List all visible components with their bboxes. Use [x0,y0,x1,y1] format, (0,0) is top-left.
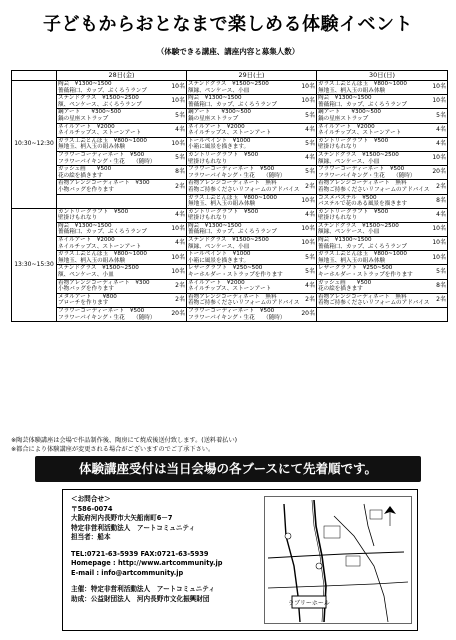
course-detail: ネイルチップス、ストーンアート [318,130,402,137]
course-capacity: 10名 [432,97,446,105]
course-cell [57,237,187,251]
reception-banner: 体験講座受付は当日会場の各ブースにて先着順です。 [35,456,421,482]
course-cell [187,180,317,194]
contact-tel-fax: TEL:0721-63-5939 FAX:0721-63-5939 [71,549,209,558]
course-capacity: 2名 [305,182,315,190]
course-cell [57,180,187,194]
course-capacity: 8名 [436,281,446,289]
course-cell [317,265,448,279]
course-name: フラワーコーディーネート ¥500 [58,151,145,158]
course-name: 陶芸 ¥1300~1500 [318,237,372,244]
course-cell [187,194,317,208]
course-detail: フラワーパイキング・生花 （随時） [188,172,286,179]
course-capacity: 4名 [436,140,446,148]
course-cell [317,151,448,165]
contact-postal: 〒586-0074 [71,504,113,513]
course-detail: キーホルダー・ストラップを作ります [318,272,413,279]
course-name: メタルアート ¥800 [58,293,117,300]
course-detail: 無地玉、柄入玉の組み体験 [58,144,126,151]
schedule-row [12,95,448,109]
course-cell [57,81,187,95]
course-name: 鋼アート ¥300~500 [318,109,381,116]
session-time: 10:30~12:30 [12,81,57,209]
course-cell [317,222,448,236]
course-name: フラワーコーディーネート ¥500 [188,166,275,173]
schedule-row [12,194,448,208]
course-capacity: 20名 [301,310,315,318]
course-detail: 壁掛けもれなり [318,215,358,222]
contact-heading: ＜お問合せ＞ [71,495,111,503]
course-detail: 小箱に風景を描きます。 [188,144,250,151]
course-capacity: 5名 [305,168,315,176]
course-name: カントリークラフト ¥500 [188,151,259,158]
course-capacity: 10名 [301,83,315,91]
contact-host: 主催：特定非営利活動法人 アートコミュニティ [71,585,215,593]
course-detail: 壁掛けもれなり [188,215,228,222]
map-venue-label: ラブリーホール [288,600,330,607]
course-detail: 薔薇箱口、カップ、ぶくろうランプ [58,87,147,94]
course-name: 陶芸 ¥1300~1500 [318,95,372,102]
page-subtitle: （体験できる講座、講座内容と募集人数） [156,47,300,56]
course-name: コスメパステル ¥500 [318,194,377,201]
course-name: ガッシュ画 ¥500 [58,166,112,173]
course-capacity: 10名 [301,225,315,233]
course-name: 着物アレンジコーディネート 無料 [188,293,277,300]
course-cell [187,137,317,151]
course-capacity: 10名 [171,97,185,105]
course-name: ガラス工芸とんぼ玉 ¥800~1000 [58,251,147,258]
course-capacity: 2名 [436,182,446,190]
course-cell [57,265,187,279]
course-name: ネイルアート ¥2000 [58,123,115,130]
course-capacity: 10名 [171,225,185,233]
course-name: 陶芸 ¥1300~1500 [58,222,112,229]
contact-email[interactable]: E-mail : info@artcommunity.jp [71,568,184,577]
course-capacity: 10名 [432,154,446,162]
course-cell [187,237,317,251]
contact-address: 大阪府河内長野市大矢船南町6－7 [71,514,173,522]
course-name: カントリークラフト ¥500 [58,208,129,215]
course-capacity: 4名 [175,239,185,247]
course-name: 陶芸 ¥1300~1500 [188,95,242,102]
course-capacity: 5名 [305,253,315,261]
course-cell [57,251,187,265]
course-detail: 額縁、ペンケース、小皿 [318,158,380,165]
course-detail: パステルで花のある風景を描きます [318,201,408,208]
course-name: ステンドグラス ¥1500~2500 [318,151,399,158]
course-cell [57,279,187,293]
course-capacity: 5名 [305,140,315,148]
schedule-row [12,222,448,236]
course-name: カントリークラフト ¥500 [318,208,389,215]
course-cell [57,95,187,109]
course-name: ネイルアート ¥2000 [188,279,245,286]
course-capacity: 4名 [305,281,315,289]
course-cell [317,109,448,123]
course-name: レザークラフト ¥250~500 [188,265,263,272]
course-name: ステンドグラス ¥1500~2500 [318,222,399,229]
schedule-row [12,166,448,180]
course-capacity: 2名 [175,296,185,304]
course-cell [317,194,448,208]
course-name: ガラス工芸とんぼ玉 ¥800~1000 [318,81,407,87]
course-capacity: 5名 [305,267,315,275]
time-header [12,71,57,81]
course-cell [317,293,448,307]
course-cell [187,166,317,180]
course-cell [187,279,317,293]
course-name: ステンドグラス ¥1500~2500 [188,237,269,244]
course-capacity: 4名 [436,210,446,218]
course-detail: 花の絵を描きます [58,172,103,179]
course-detail: フラワーパイキング・生花 （随時） [58,158,156,165]
course-capacity: 4名 [175,210,185,218]
schedule-row [12,237,448,251]
course-detail: 小箱に風景を描きます。 [188,257,250,264]
note-line: ※都合により体験講座が変更される場合がございますのでご了承下さい。 [11,446,215,453]
course-capacity: 4名 [305,125,315,133]
course-capacity: 4名 [436,125,446,133]
course-cell [187,293,317,307]
contact-org: 特定非営利活動法人 アートコミュニティ [71,523,196,532]
course-capacity: 2名 [175,281,185,289]
schedule-row [12,151,448,165]
course-cell [317,137,448,151]
course-cell [57,194,187,208]
course-capacity: 5名 [436,267,446,275]
course-detail: 無地玉、柄入玉の組み体験 [318,257,386,264]
course-detail: 薔薇箱口、カップ、ぶくろうランプ [318,243,407,250]
course-name: ネイルアート ¥2000 [58,237,115,244]
course-cell [57,109,187,123]
course-capacity: 2名 [175,182,185,190]
schedule-table [11,70,448,322]
course-cell [57,208,187,222]
course-capacity: 10名 [432,239,446,247]
course-detail: 壁掛けもれなり [58,215,98,222]
contact-box [62,489,418,631]
course-detail: 薔薇箱口、カップ、ぶくろうランプ [318,101,407,108]
course-cell [317,251,448,265]
course-detail: 着物ご持参くださいリフォームのアドバイス [318,300,430,307]
course-detail: フラワーパイキング・生花 （随時） [318,172,416,179]
contact-person: 担当者：船本 [71,533,111,541]
course-detail: ブローチを作ります [58,300,109,307]
course-detail: 額縁、ペンケース、小皿 [318,229,380,236]
course-cell [187,265,317,279]
course-name: 着物アレンジコーディネート 無料 [188,180,277,187]
course-cell [57,151,187,165]
schedule-row [12,109,448,123]
course-cell [187,222,317,236]
course-detail: 鍋の星座ストラップ [58,115,109,122]
course-detail: 鍋の星座ストラップ [188,115,239,122]
course-name: 鋼アート ¥300~500 [188,109,251,116]
course-cell [187,123,317,137]
course-name: ステンドグラス ¥1500~2500 [188,81,269,87]
course-capacity: 10名 [171,267,185,275]
course-detail: 着物ご持参くださいリフォームのアドバイス [318,186,430,193]
course-capacity: 4名 [305,154,315,162]
course-name: 陶芸 ¥1300~1500 [188,222,242,229]
course-name: トールペイント ¥1000 [188,137,251,144]
course-detail: 壁掛けもれなり [318,144,358,151]
course-capacity: 20名 [432,168,446,176]
page-title: 子どもからおとなまで楽しめる体験イベント [43,14,413,35]
course-cell [317,208,448,222]
course-detail: 着物ご持参くださいリフォームのアドバイス [188,300,300,307]
course-capacity: 10名 [171,253,185,261]
course-name: カントリークラフト ¥500 [188,208,259,215]
course-name: 着物アレンジコーディネート 無料 [318,180,407,187]
schedule-header-row [12,71,448,81]
course-name: レザークラフト ¥250~500 [318,265,393,272]
course-cell [317,237,448,251]
course-cell [57,293,187,307]
course-name: ネイルアート ¥2000 [318,123,375,130]
note-line: ※陶芸体験講座は会場で作品制作後、陶房にて焼成後送付致します。(送料着払い) [11,437,238,444]
course-capacity: 5名 [305,111,315,119]
schedule-row [12,81,448,95]
course-detail: 花の絵を描きます [318,286,363,293]
contact-support: 助成：公益財団法人 河内長野市文化振興財団 [71,594,210,603]
course-detail: キーホルダー・ストラップを作ります [188,272,283,279]
course-detail: フラワーパイキング・生花 （随時） [58,314,156,321]
course-capacity: 5名 [175,111,185,119]
course-detail: 額、ペンケース、ぶくろうランプ [58,101,142,108]
course-capacity: 8名 [436,196,446,204]
course-name: ガラス工芸とんぼ玉 ¥800~1000 [58,137,147,144]
course-capacity: 10名 [171,140,185,148]
course-detail: 無地玉、柄入玉の組み体験 [58,257,126,264]
course-cell [57,222,187,236]
session-time: 13:30~15:30 [12,208,57,322]
course-detail: 額縁、ペンケース、小皿 [188,87,250,94]
course-cell [57,137,187,151]
schedule-row [12,293,448,307]
contact-homepage[interactable]: Homepage : http://www.artcommunity.jp [71,559,223,567]
access-map [264,496,412,624]
map-drawing [264,496,412,624]
course-detail: 小物バッグを作ります [58,286,114,293]
course-name: 着物アレンジコーディネート 無料 [318,293,407,300]
notes [11,436,237,454]
course-capacity: 10名 [301,239,315,247]
course-cell [317,81,448,95]
contact-text [71,495,223,604]
course-name: フラワーコーディーネート ¥500 [58,308,145,314]
schedule-table-wrapper [11,70,447,322]
course-detail: ネイルチップス、ストーンアート [58,243,142,250]
course-cell [317,95,448,109]
course-detail: 薔薇箱口、カップ、ぶくろうランプ [188,229,277,236]
schedule-row [12,251,448,265]
course-detail: 着物ご持参くださいリフォームのアドバイス [188,186,300,193]
course-detail: 無地玉、柄入玉の組み体験 [188,201,256,208]
course-capacity: 8名 [175,168,185,176]
course-detail: 額縁、ペンケース、小皿 [188,243,250,250]
course-detail: 壁掛けもれなり [188,158,228,165]
schedule-row [12,308,448,322]
course-cell [187,251,317,265]
course-capacity: 5名 [436,111,446,119]
course-cell [317,279,448,293]
course-detail: 鍋の星座ストラップ [318,115,369,122]
course-name: 鋼アート ¥300~500 [58,109,121,116]
course-cell [317,166,448,180]
course-cell [187,95,317,109]
course-name: 着物アレンジコーディネート ¥300 [58,279,150,286]
course-name: トールペイント ¥1000 [188,251,251,258]
course-cell [57,166,187,180]
course-capacity: 10名 [171,83,185,91]
course-cell [57,308,187,322]
day-header: 29日(土) [187,71,317,81]
course-cell [187,151,317,165]
course-name: 着物アレンジコーディネート ¥300 [58,180,150,187]
day-header: 30日(日) [317,71,448,81]
course-detail: ネイルチップス、ストーンアート [188,286,272,293]
course-detail: 無地玉、柄入玉の組み体験 [318,87,386,94]
course-detail: 小物バッグを作ります [58,186,114,193]
course-cell [317,180,448,194]
course-name: ステンドグラス ¥1500~2500 [58,95,139,102]
day-header: 28日(金) [57,71,187,81]
course-capacity: 10名 [432,83,446,91]
course-detail: ネイルチップス、ストーンアート [58,130,142,137]
course-capacity: 2名 [436,296,446,304]
course-detail: フラワーパイキング・生花 （随時） [188,314,286,321]
schedule-row [12,180,448,194]
course-detail: ネイルチップス、ストーンアート [188,130,272,137]
course-detail: 薔薇箱口、カップ、ぶくろうランプ [188,101,277,108]
course-cell [317,308,448,322]
schedule-row [12,208,448,222]
course-cell [187,109,317,123]
course-cell [187,81,317,95]
course-capacity: 10名 [432,225,446,233]
schedule-row [12,123,448,137]
course-name: カントリークラフト ¥500 [318,137,389,144]
course-name: ガッシュ画 ¥500 [318,279,372,286]
course-detail: 額、ペンケース、小皿 [58,272,114,279]
course-name: ステンドグラス ¥1500~2500 [58,265,139,272]
schedule-row [12,279,448,293]
course-name: ガラス工芸とんぼ玉 ¥800~1000 [188,194,277,201]
course-cell [187,208,317,222]
course-cell [317,123,448,137]
course-capacity: 4名 [305,210,315,218]
course-capacity: 2名 [305,296,315,304]
course-capacity: 5名 [175,154,185,162]
course-capacity: 10名 [301,97,315,105]
course-name: フラワーコーディーネート ¥500 [188,308,275,314]
schedule-row [12,137,448,151]
course-cell [57,123,187,137]
course-capacity: 10名 [432,253,446,261]
course-name: フラワーコーディーネート ¥500 [318,166,405,173]
course-capacity: 20名 [171,310,185,318]
course-name: ネイルアート ¥2000 [188,123,245,130]
course-name: 陶芸 ¥1300~1500 [58,81,112,87]
course-detail: 薔薇箱口、カップ、ぶくろうランプ [58,229,147,236]
course-capacity: 10名 [301,196,315,204]
course-cell [187,308,317,322]
course-capacity: 4名 [175,125,185,133]
course-name: ガラス工芸とんぼ玉 ¥800~1000 [318,251,407,258]
schedule-row [12,265,448,279]
